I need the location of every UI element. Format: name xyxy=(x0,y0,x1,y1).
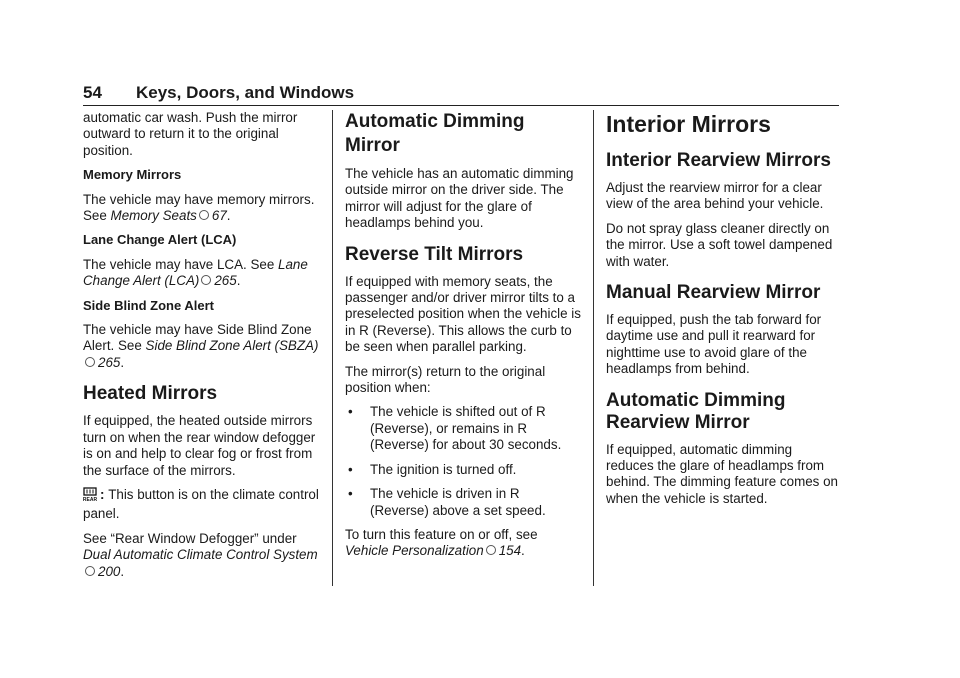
column-1 xyxy=(83,110,323,588)
subheading-sbza: Side Blind Zone Alert xyxy=(83,297,214,313)
page-ref-number[interactable]: 154 xyxy=(498,543,522,559)
paragraph: The vehicle may have LCA. See Lane Change Alert (LCA) 265. xyxy=(83,256,308,289)
paragraph: REAR : This button is on the climate control panel. xyxy=(83,486,319,522)
page-ref-number[interactable]: 67 xyxy=(211,208,227,224)
paragraph: If equipped, automatic dimming reduces the glare of headlamps from behind. The dimming feature comes on when the vehicle is started. xyxy=(606,441,838,506)
cross-reference-link[interactable]: Memory Seats xyxy=(110,208,197,224)
paragraph: If equipped, the heated outside mirrors turn on when the rear window defogger is on and help to clear fog or frost from the surface of the mirrors. xyxy=(83,413,316,478)
cross-reference-link[interactable]: Dual Automatic Climate Control System xyxy=(83,547,318,563)
heading-automatic-dimming-rearview-mirror: Automatic Dimming Rearview Mirror xyxy=(606,389,786,433)
paragraph: The vehicle may have Side Blind Zone Alert. See Side Blind Zone Alert (SBZA)265. xyxy=(83,322,319,370)
heading-reverse-tilt-mirrors: Reverse Tilt Mirrors xyxy=(345,243,524,265)
subheading-memory-mirrors: Memory Mirrors xyxy=(83,167,182,183)
paragraph: automatic car wash. Push the mirror outward to return it to the original position. xyxy=(83,110,298,158)
heading-automatic-dimming-mirror: Automatic Dimming Mirror xyxy=(345,111,525,156)
cross-reference-link[interactable]: Side Blind Zone Alert (SBZA) xyxy=(145,338,319,354)
paragraph: The vehicle has an automatic dimming outside mirror on the driver side. The mirror will adjust for the glare of headlamps behind you. xyxy=(345,166,574,231)
page-ref-arrow-icon xyxy=(201,275,211,285)
heading-manual-rearview-mirror: Manual Rearview Mirror xyxy=(606,282,821,304)
heading-interior-mirrors: Interior Mirrors xyxy=(606,111,771,137)
page-ref-arrow-icon xyxy=(486,545,496,555)
paragraph: Adjust the rearview mirror for a clear view of the area behind your vehicle. xyxy=(606,180,824,212)
column-divider xyxy=(332,110,333,586)
page-header xyxy=(83,83,839,106)
paragraph: To turn this feature on or off, see Vehicle Personalization 154. xyxy=(345,526,538,559)
section-title: Keys, Doors, and Windows xyxy=(136,83,355,102)
cross-reference-link[interactable]: Lane Change Alert (LCA) xyxy=(83,256,308,289)
page-ref-arrow-icon xyxy=(85,357,95,367)
paragraph: The vehicle may have memory mirrors. See Memory Seats 67. xyxy=(83,191,315,224)
page-ref-number[interactable]: 265 xyxy=(214,273,237,289)
page-ref-arrow-icon xyxy=(199,210,209,220)
cross-reference-link[interactable]: Vehicle Personalization xyxy=(345,543,484,559)
column-2 xyxy=(345,110,581,568)
paragraph: See “Rear Window Defogger” under Dual Automatic Climate Control System200. xyxy=(83,530,318,579)
paragraph: The mirror(s) return to the original position when: xyxy=(345,363,546,396)
page-ref-number[interactable]: 265 xyxy=(98,354,121,370)
subheading-lca: Lane Change Alert (LCA) xyxy=(83,232,237,248)
list-item: • The vehicle is driven in R (Reverse) above a set speed. xyxy=(348,486,546,518)
page-number: 54 xyxy=(83,83,102,102)
paragraph: If equipped with memory seats, the passenger and/or driver mirror tilts to a preselected position when the vehicle is in R (Reverse). This allows the curb to be seen when parallel parking. xyxy=(345,273,581,355)
heading-heated-mirrors: Heated Mirrors xyxy=(83,383,218,405)
list-item: • The vehicle is shifted out of R (Reverse), or remains in R (Reverse) for about 30 seconds. xyxy=(348,404,562,453)
svg-text:REAR: REAR xyxy=(83,496,97,502)
column-divider xyxy=(593,110,594,586)
page-ref-number[interactable]: 200 xyxy=(98,563,121,579)
list-item: • The ignition is turned off. xyxy=(348,461,517,477)
column-3 xyxy=(606,110,842,515)
paragraph: If equipped, push the tab forward for daytime use and pull it rearward for nighttime use to avoid glare of the headlamps from behind. xyxy=(606,312,822,377)
heading-interior-rearview-mirrors: Interior Rearview Mirrors xyxy=(606,150,831,171)
paragraph: Do not spray glass cleaner directly on the mirror. Use a soft towel dampened with water. xyxy=(606,220,833,269)
rear-defogger-icon xyxy=(83,487,97,506)
page-ref-arrow-icon xyxy=(85,566,95,576)
